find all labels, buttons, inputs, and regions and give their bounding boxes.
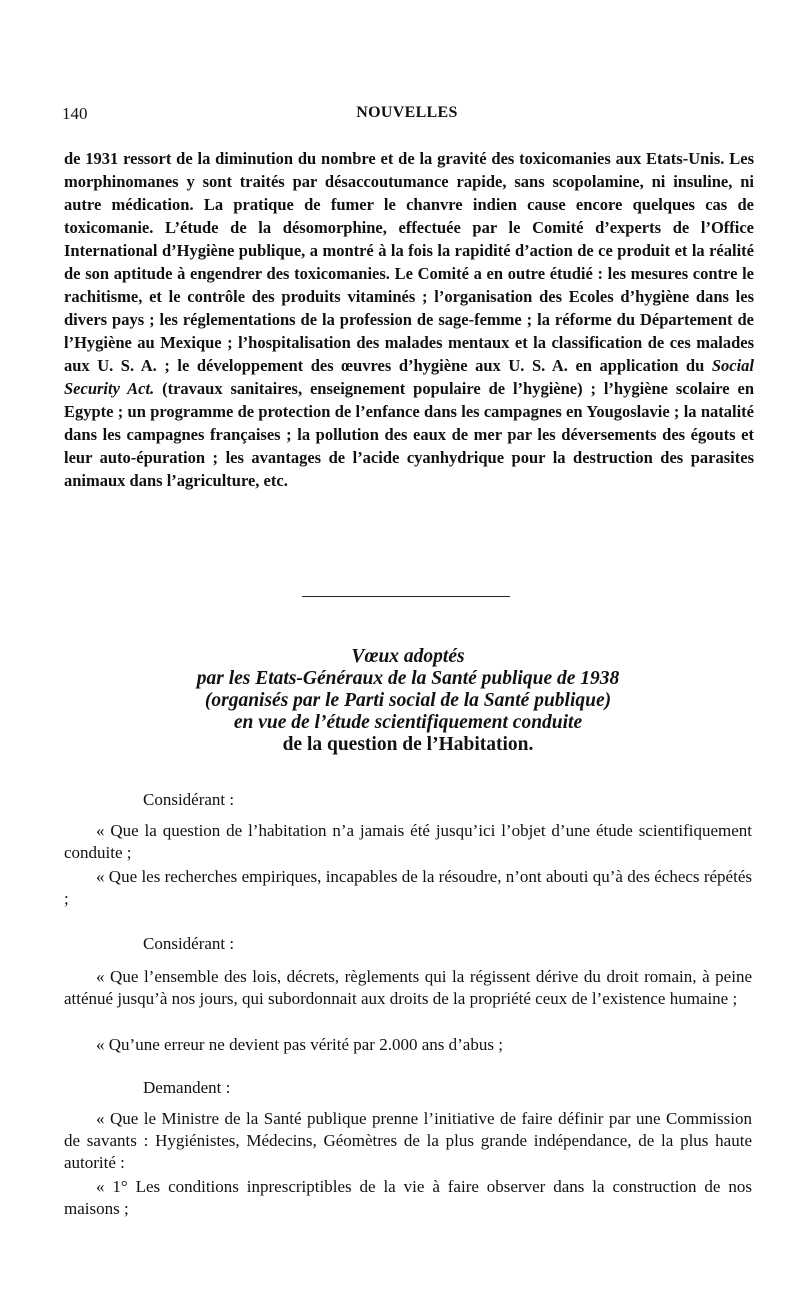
title-line-4: en vue de l’étude scientifiquement conduite xyxy=(233,712,583,733)
considerant-heading-2: Considérant : xyxy=(143,934,235,953)
title-line-5: de la question de l’Habitation. xyxy=(282,734,534,755)
resolution-title xyxy=(60,646,756,756)
considerant-2-paragraph-2: « Qu’une erreur ne devient pas vérité par 2.000 ans d’abus ; xyxy=(96,1035,503,1054)
considerant-2-paragraph-1: « Que l’ensemble des lois, décrets, règlements qui la régissent dérive du droit romain, à peine atténué jusqu’à nos jours, qui subordonnait aux droits de la propriété ceux de l’existence humaine ; xyxy=(64,967,752,1008)
intro-text-start: de 1931 ressort de la diminution du nombre et de la gravité des toxicomanies aux Etats-Unis. Les morphinomanes y sont traités par désaccoutumance rapide, sans scopolamine, ni insuline, ni autre médication. La pratique de fumer le chanvre indien cause encore quelques cas de toxicomanie. L’étude de la désomorphine, effectuée par le Comité d’experts de l’Office International d’Hygiène publique, a montré à la fois la rapidité d’action de ce produit et la réalité de son aptitude à engendrer des toxicomanies. Le Comité a en outre étudié : les mesures contre le rachitisme, et le contrôle des produits vitaminés ; l’organisation des Ecoles d’hygiène dans les divers pays ; les réglementations de la profession de sage-femme ; la réforme du Département de l’Hygiène au Mexique ; l’hospitalisation des malades mentaux et la classification de ces malades aux U. S. A. ; le développement des œuvres d’hygiène aux U. S. A. en application du xyxy=(64,149,754,375)
page-number: 140 xyxy=(62,104,88,123)
considerant-1-paragraph-1: « Que la question de l’habitation n’a jamais été jusqu’ici l’objet d’une étude scientifiquement conduite ; xyxy=(64,821,752,862)
intro-italic-act: Social Security Act. xyxy=(64,356,754,398)
separator-rule xyxy=(302,596,510,597)
intro-paragraph xyxy=(64,147,754,492)
running-header xyxy=(62,104,752,128)
title-line-3: (organisés par le Parti social de la Santé publique) xyxy=(204,690,612,711)
title-line-1: Vœux adoptés xyxy=(351,646,465,667)
considerant-1-paragraph-2: « Que les recherches empiriques, incapables de la résoudre, n’ont abouti qu’à des échecs répétés ; xyxy=(64,867,752,908)
demandent-paragraph-2: « 1° Les conditions inprescriptibles de la vie à faire observer dans la construction de nos maisons ; xyxy=(64,1177,752,1218)
section-title: NOUVELLES xyxy=(356,104,458,121)
considerant-heading-1: Considérant : xyxy=(143,790,235,809)
intro-text-end: (travaux sanitaires, enseignement populaire de l’hygiène) ; l’hygiène scolaire en Egypte ; un programme de protection de l’enfance dans les campagnes en Yougoslavie ; la natalité dans les campagnes françaises ; la pollution des eaux de mer par les déversements des égouts et leur auto-épuration ; les avantages de l’acide cyanhydrique pour la destruction des parasites animaux dans l’agriculture, etc. xyxy=(64,379,754,490)
title-line-2: par les Etats-Généraux de la Santé publique de 1938 xyxy=(196,668,620,689)
demandent-heading: Demandent : xyxy=(143,1078,231,1097)
demandent-paragraph-1: « Que le Ministre de la Santé publique prenne l’initiative de faire définir par une Commission de savants : Hygiénistes, Médecins, Géomètres de la plus grande indépendance, de la plus haute autorité : xyxy=(64,1109,752,1172)
